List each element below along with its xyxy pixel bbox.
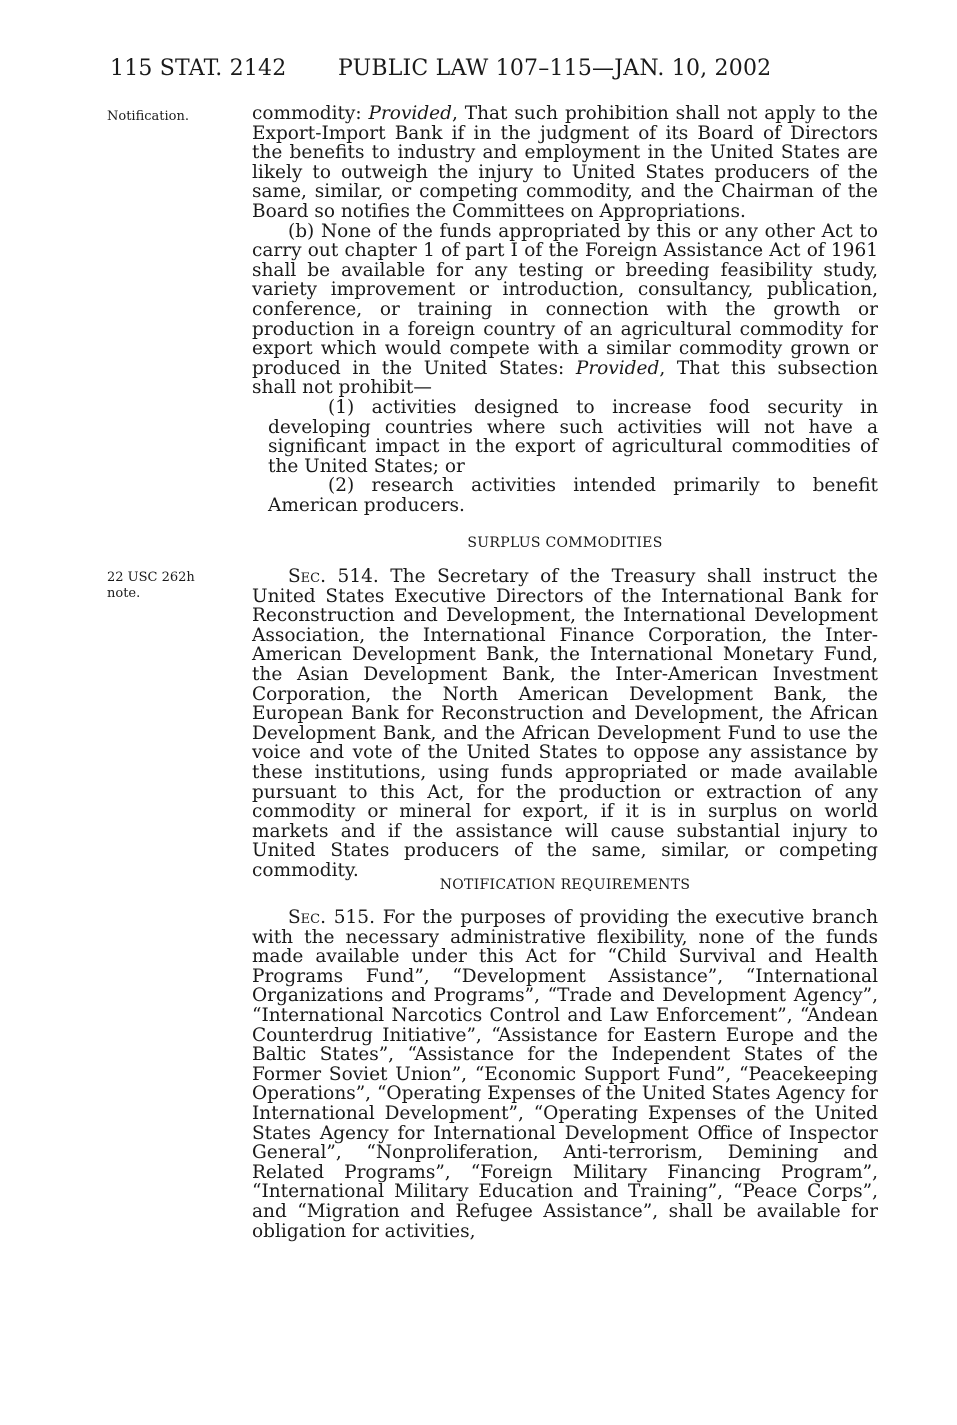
stat-citation: 115 STAT. 2142: [110, 56, 287, 81]
public-law-citation: PUBLIC LAW 107–115—JAN. 10, 2002: [338, 56, 772, 81]
provided-emphasis: Provided: [575, 357, 660, 379]
paragraph-b: (b) None of the funds appropriated by this or any other Act to carry out chapter 1 of part I of the Foreign Assistance Act of 1961 shall be available for any testing or breeding feasibility study, variety improvement or introduction, consultancy, publication, conference, or training in connection with the growth or production in a foreign country of an agricultural commodity for export which would compete with a similar commodity grown or produced in the United States: Provided, That this subsection shall not prohibit—: [252, 220, 878, 399]
section-514-text: Sec. 514. The Secretary of the Treasury shall instruct the United States Executive Directors of the International Bank for Reconstruction and Development, the International Development Association, the International Finance Corporation, the Inter-American Development Bank, the International Monetary Fund, the Asian Development Bank, the Inter-American Investment Corporation, the North American Development Bank, the European Bank for Reconstruction and Development, the African Development Bank, and the African Development Fund to use the voice and vote of the United States to oppose any assistance by these institutions, using funds appropriated or made available pursuant to this Act, for the production or extraction of any commodity or mineral for export, if it is in surplus on world markets and if the assistance will cause substantial injury to United States producers of the same, similar, or competing commodity.: [252, 566, 878, 881]
provided-emphasis: Provided: [368, 103, 452, 124]
body-upper: [252, 104, 878, 515]
section-label: Sec. 515.: [288, 907, 375, 928]
section-514: [252, 567, 878, 881]
section-heading-surplus: SURPLUS COMMODITIES: [467, 535, 663, 551]
section-515-heading-wrap: [252, 876, 878, 896]
paragraph-a-continuation: commodity: Provided, That such prohibition shall not apply to the Export-Import Bank if in the judgment of its Board of Directors the benefits to industry and employment in the United States are likely to outweigh the injury to United States producers of the same, similar, or competing commodity, and the Chairman of the Board so notifies the Committees on Appropriations.: [252, 103, 879, 222]
section-515: [252, 908, 878, 1241]
margin-note-notification: Notification.: [107, 109, 189, 124]
section-515-text: Sec. 515. For the purposes of providing the executive branch with the necessary administrative flexibility, none of the funds made available under this Act for “Child Survival and Health Programs Fund”, “Development Assistance”, “International Organizations and Programs”, “Trade and Development Agency”, “International Narcotics Control and Law Enforcement”, “Andean Counterdrug Initiative”, “Assistance for Eastern Europe and the Baltic States”, “Assistance for the Independent States of the Former Soviet Union”, “Economic Support Fund”, “Peacekeeping Operations”, “Operating Expenses of the United States Agency for International Development”, “Operating Expenses of the United States Agency for International Development Office of Inspector General”, “Nonproliferation, Anti-terrorism, Demining and Related Programs”, “Foreign Military Financing Program”, “International Military Education and Training”, “Peace Corps”, and “Migration and Refugee Assistance”, shall be available for obligation for activities,: [252, 907, 878, 1242]
list-item: (2) research activities intended primarily to benefit American producers.: [268, 475, 878, 516]
section-heading-notification: NOTIFICATION REQUIREMENTS: [439, 877, 691, 893]
section-514-heading-wrap: [252, 534, 878, 554]
margin-note-usc: 22 USC 262h note.: [107, 570, 195, 601]
page-header: [110, 56, 772, 81]
list-item: (1) activities designed to increase food security in developing countries where such activities will not have a significant impact in the export of agricultural commodities of the United States; or: [268, 396, 878, 477]
section-label: Sec. 514.: [288, 566, 379, 587]
